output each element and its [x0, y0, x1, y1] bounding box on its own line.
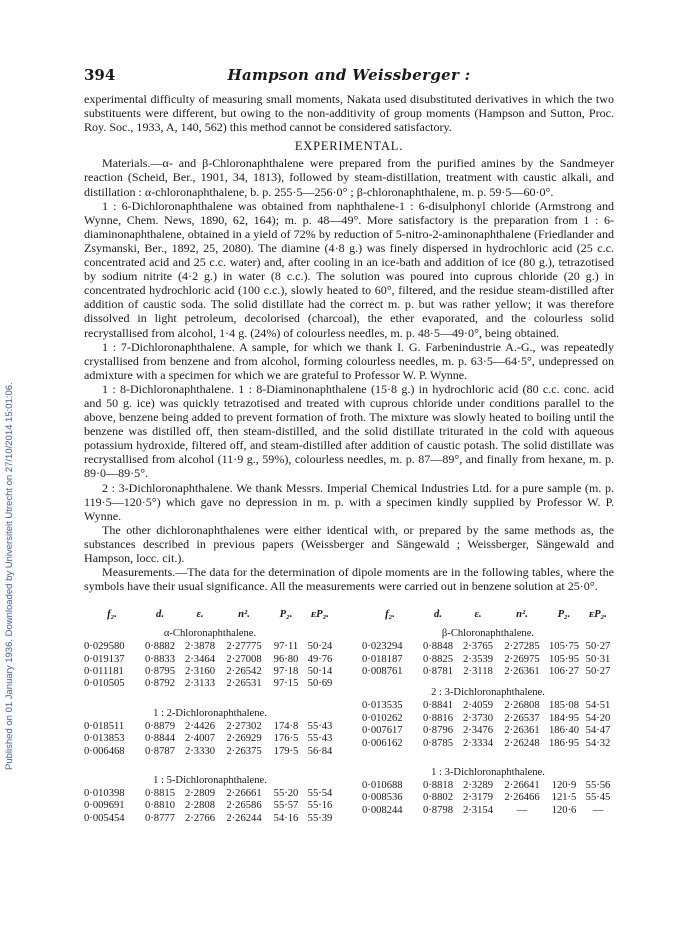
table-cell: 2·3765	[462, 641, 493, 653]
table-cell: 2·3334	[462, 737, 493, 749]
table-row	[84, 746, 336, 758]
table-group-title: 1 : 3-Dichloronaphthalene.	[431, 767, 545, 779]
table-cell: 54·32	[585, 737, 611, 749]
header-p2: P₂.	[279, 609, 293, 621]
header-n2: n².	[516, 609, 528, 621]
table-cell: 0·8844	[144, 733, 175, 745]
table-cell: 0·8781	[422, 666, 453, 678]
table-row	[84, 678, 336, 690]
table-cell: 0·8825	[422, 653, 453, 665]
table-row	[362, 666, 614, 678]
table-cell: 49·76	[307, 653, 333, 665]
table-cell: 0·008761	[362, 666, 403, 678]
table-cell: 55·39	[307, 812, 333, 824]
table-cell: 97·18	[273, 666, 299, 678]
table-cell: 0·008244	[362, 804, 403, 816]
table-cell: 55·20	[273, 788, 299, 800]
header-p2: P₂.	[557, 609, 571, 621]
table-cell: 0·8810	[144, 800, 175, 812]
table-cell: 2·4426	[184, 720, 215, 732]
table-cell: 105·95	[548, 653, 579, 665]
table-cell: 55·16	[307, 800, 333, 812]
table-cell: 0·007617	[362, 725, 403, 737]
table-cell: 2·2808	[184, 800, 215, 812]
table-cell: 56·84	[307, 745, 333, 757]
table-cell: —	[516, 804, 528, 816]
table-group	[362, 766, 614, 817]
table-cell: 2·27008	[226, 653, 262, 665]
table-cell: 0·009691	[84, 800, 125, 812]
table-cell: 2·2809	[184, 788, 215, 800]
table-cell: 2·27285	[504, 641, 540, 653]
table-row	[362, 738, 614, 750]
table-cell: 55·43	[307, 720, 333, 732]
paragraph-other: The other dichloronaphthalenes were either identical with, or prepared by the same methods as, the substances described in previous papers (Weissberger and Sängewald ; Weissberger, Sängewald and Hampson, locc. cit.).	[84, 522, 614, 565]
table-cell: 2·26929	[226, 733, 262, 745]
table-cell: 55·43	[307, 733, 333, 745]
table-row	[84, 800, 336, 812]
table-cell: 2·4007	[184, 733, 215, 745]
table-row	[84, 721, 336, 733]
table-cell: 50·27	[585, 666, 611, 678]
paragraph-1-6-dichloro: 1 : 6-Dichloronaphthalene was obtained from naphthalene-1 : 6-disulphonyl chloride (Armstrong and Wynne, Chem. News, 1890, 62, 164); m. p. 48—49°. More satisfactory is the preparation from 1 : 6-diaminonaphthalene, obtained in a yield of 72% by reduction of 5-nitro-2-aminonaphthalene (Friedlander and Zsymanski, Ber., 1892, 25, 2080). The diamine (4·8 g.) was finely dispersed in hydrochloric acid (25 c.c. concentrated acid and 25 c.c. water) and, after cooling in an ice-bath and addition of ice (80 g.), tetrazotised by sodium nitrite (4·2 g.) in water (8 c.c.). The solution was poured into cuprous chloride (20 g.) in concentrated hydrochloric acid (100 c.c.), slowly heated to 60°, filtered, and the residue steam-distilled after addition of caustic soda. The solid distillate had the correct m. p. but was rather yellow; it was therefore dissolved in light petroleum, decolorised (charcoal), the ether evaporated, and the colourless solid recrystallised from alcohol, 1·4 g. (24%) of colourless needles, m. p. 48·5—49·0°, being obtained.	[84, 198, 614, 340]
table-cell: 96·80	[273, 653, 299, 665]
table-group-title: β-Chloronaphthalene.	[441, 628, 535, 640]
table-cell: 55·57	[273, 800, 299, 812]
table-cell: 2·26248	[504, 737, 540, 749]
table-cell: 0·8796	[422, 725, 453, 737]
table-cell: 0·8802	[422, 792, 453, 804]
table-cell: 2·26375	[226, 745, 262, 757]
paragraph-measurements: Measurements.—The data for the determination of dipole moments are in the following tables, where the symbols have their usual significance. All the measurements were carried out in benzene solution at 25·0°.	[84, 565, 614, 594]
column-headers	[84, 609, 336, 625]
table-cell: 186·40	[548, 725, 579, 737]
table-cell: 0·8785	[422, 737, 453, 749]
table-cell: 0·029580	[84, 641, 125, 653]
table-cell: 120·9	[551, 780, 577, 792]
table-cell: 120·6	[551, 804, 577, 816]
table-cell: 54·20	[585, 712, 611, 724]
table-cell: 0·8818	[422, 780, 453, 792]
table-cell: 0·8795	[144, 666, 175, 678]
download-watermark: Published on 01 January 1936. Downloaded by Universiteit Utrecht on 27/10/2014 15:01:06.	[4, 382, 15, 770]
table-cell: 186·95	[548, 737, 579, 749]
left-column	[84, 609, 336, 825]
paragraph-materials: Materials.—α- and β-Chloronaphthalene were prepared from the purified amines by the Sandmeyer reaction (Scheid, Ber., 1901, 34, 1813), followed by steam-distillation, treatment with caustic alkali, and distillation : α-chloronaphthalene, b. p. 255·5—256·0° ; β-chloronaphthalene, m. p. 59·5—60·0°.	[84, 156, 614, 199]
table-cell: 2·26975	[504, 653, 540, 665]
column-headers	[362, 609, 614, 625]
table-cell: 2·26537	[504, 712, 540, 724]
table-cell: 50·69	[307, 678, 333, 690]
table-cell: 55·45	[585, 792, 611, 804]
table-cell: 50·31	[585, 653, 611, 665]
table-cell: 0·006162	[362, 737, 403, 749]
table-cell: 0·8848	[422, 641, 453, 653]
table-row	[362, 805, 614, 817]
table-group-title: 2 : 3-Dichloronaphthalene.	[431, 687, 545, 699]
table-cell: 2·26244	[226, 812, 262, 824]
header-epsilon: ε.	[196, 609, 204, 621]
table-cell: 2·2766	[184, 812, 215, 824]
table-cell: 0·8833	[144, 653, 175, 665]
table-cell: 2·27775	[226, 641, 262, 653]
table-cell: 2·4059	[462, 700, 493, 712]
table-cell: 179·5	[273, 745, 299, 757]
paragraph: experimental difficulty of measuring small moments, Nakata used disubstituted derivatives in which the two substituents were different, but owing to the non-additivity of group moments (Hampson and Sutton, Proc. Roy. Soc., 1933, A, 140, 562) this method cannot be considered satisfactory.	[84, 92, 614, 135]
paragraph-1-8-dichloro: 1 : 8-Dichloronaphthalene. 1 : 8-Diaminonaphthalene (15·8 g.) in hydrochloric acid (80 c.c. conc. acid and 50 g. ice) was quickly tetrazotised and treated with cuprous chloride under conditions parallel to the above, benzene being added to prevent formation of froth. The mixture was slowly heated to boiling until the benzene was distilled off, then steam-distilled, and the solid distillate triturated in the cold with aqueous potassium hydroxide, filtered off, and steam-distilled after addition of caustic potash. The solid distillate was recrystallised from alcohol (11·9 g., 59%), colourless needles, m. p. 87—89°, and finally from hexane, m. p. 89·0—89·5°.	[84, 381, 614, 481]
table-cell: 2·26361	[504, 666, 540, 678]
table-cell: 0·006468	[84, 745, 125, 757]
table-row	[84, 654, 336, 666]
table-cell: 55·56	[585, 780, 611, 792]
page	[84, 66, 614, 825]
table-cell: 2·3289	[462, 780, 493, 792]
table-row	[362, 713, 614, 725]
table-row	[84, 641, 336, 653]
table-cell: 0·023294	[362, 641, 403, 653]
table-row	[84, 788, 336, 800]
table-group	[362, 627, 614, 678]
table-cell: 106·27	[548, 666, 579, 678]
table-cell: 97·11	[273, 641, 299, 653]
table-row	[362, 780, 614, 792]
table-cell: 2·26586	[226, 800, 262, 812]
running-title: Hampson and Weissberger :	[227, 66, 471, 84]
data-tables	[84, 609, 614, 825]
table-cell: 184·95	[548, 712, 579, 724]
table-cell: 0·018187	[362, 653, 403, 665]
table-cell: 2·3179	[462, 792, 493, 804]
table-cell: 176·5	[273, 733, 299, 745]
table-cell: 2·3133	[184, 678, 215, 690]
table-cell: 2·26641	[504, 780, 540, 792]
table-cell: 0·8882	[144, 641, 175, 653]
table-cell: 0·010398	[84, 788, 125, 800]
table-cell: 0·8798	[422, 804, 453, 816]
table-cell: 174·8	[273, 720, 299, 732]
table-row	[362, 654, 614, 666]
table-cell: 2·3464	[184, 653, 215, 665]
table-cell: 0·8879	[144, 720, 175, 732]
table-cell: 2·3476	[462, 725, 493, 737]
table-row	[362, 792, 614, 804]
table-cell: 0·008536	[362, 792, 403, 804]
table-cell: 0·019137	[84, 653, 125, 665]
table-group	[84, 774, 336, 825]
table-row	[84, 733, 336, 745]
table-cell: 0·005454	[84, 812, 125, 824]
header-epsilon: ε.	[474, 609, 482, 621]
table-row	[84, 666, 336, 678]
table-cell: 2·3160	[184, 666, 215, 678]
table-row	[362, 641, 614, 653]
table-cell: 0·8787	[144, 745, 175, 757]
section-title: EXPERIMENTAL.	[294, 139, 404, 154]
table-cell: 50·27	[585, 641, 611, 653]
table-cell: 54·16	[273, 812, 299, 824]
table-cell: 2·26542	[226, 666, 262, 678]
table-group-title: 1 : 2-Dichloronaphthalene.	[153, 707, 267, 719]
page-header	[84, 66, 614, 92]
table-cell: 0·8777	[144, 812, 175, 824]
table-cell: 105·75	[548, 641, 579, 653]
table-cell: 0·013535	[362, 700, 403, 712]
table-cell: 0·010262	[362, 712, 403, 724]
table-cell: 2·3730	[462, 712, 493, 724]
table-cell: 50·24	[307, 641, 333, 653]
table-cell: 50·14	[307, 666, 333, 678]
table-cell: 2·26531	[226, 678, 262, 690]
table-row	[362, 700, 614, 712]
right-column	[362, 609, 614, 825]
table-cell: 2·27302	[226, 720, 262, 732]
table-cell: 2·3878	[184, 641, 215, 653]
table-cell: 55·54	[307, 788, 333, 800]
header-d: d.	[156, 609, 164, 621]
header-ep2: ᴇP₂.	[311, 609, 329, 621]
paragraph-2-3-dichloro: 2 : 3-Dichloronaphthalene. We thank Messrs. Imperial Chemical Industries Ltd. for a pure sample (m. p. 119·5—120·5°) which gave no depression in m. p. with a specimen kindly supplied by Professor W. P. Wynne.	[84, 480, 614, 523]
table-group	[84, 627, 336, 691]
page-number: 394	[84, 66, 116, 84]
table-cell: 2·26808	[504, 700, 540, 712]
table-cell: 97·15	[273, 678, 299, 690]
table-cell: 121·5	[551, 792, 577, 804]
table-cell: 54·51	[585, 700, 611, 712]
header-f2: f₂.	[107, 609, 117, 621]
table-cell: 0·8841	[422, 700, 453, 712]
table-cell: —	[592, 804, 604, 816]
table-cell: 0·8816	[422, 712, 453, 724]
table-cell: 0·013853	[84, 733, 125, 745]
table-cell: 0·018511	[84, 720, 125, 732]
table-group-title: α-Chloronaphthalene.	[163, 628, 257, 640]
table-cell: 2·26361	[504, 725, 540, 737]
header-ep2: ᴇP₂.	[589, 609, 607, 621]
table-cell: 2·26466	[504, 792, 540, 804]
table-row	[84, 813, 336, 825]
table-cell: 0·011181	[84, 666, 124, 678]
table-group-title: 1 : 5-Dichloronaphthalene.	[153, 775, 267, 787]
header-d: d.	[434, 609, 442, 621]
table-cell: 2·3539	[462, 653, 493, 665]
paragraph-1-7-dichloro: 1 : 7-Dichloronaphthalene. A sample, for which we thank I. G. Farbenindustrie A.-G., was repeatedly crystallised from benzene and from alcohol, forming colourless needles, m. p. 63·5—64·5°, undepressed on admixture with a specimen for which we are grateful to Professor W. P. Wynne.	[84, 339, 614, 382]
table-cell: 0·010688	[362, 780, 403, 792]
table-group	[362, 686, 614, 750]
table-cell: 2·26661	[226, 788, 262, 800]
table-cell: 2·3118	[463, 666, 493, 678]
table-cell: 0·8792	[144, 678, 175, 690]
header-f2: f₂.	[385, 609, 395, 621]
body-text	[84, 92, 614, 593]
header-n2: n².	[238, 609, 250, 621]
table-group	[84, 707, 336, 758]
table-row	[362, 725, 614, 737]
table-cell: 2·3154	[462, 804, 493, 816]
table-cell: 0·010505	[84, 678, 125, 690]
table-cell: 185·08	[548, 700, 579, 712]
table-cell: 54·47	[585, 725, 611, 737]
table-cell: 2·3330	[184, 745, 215, 757]
table-cell: 0·8815	[144, 788, 175, 800]
